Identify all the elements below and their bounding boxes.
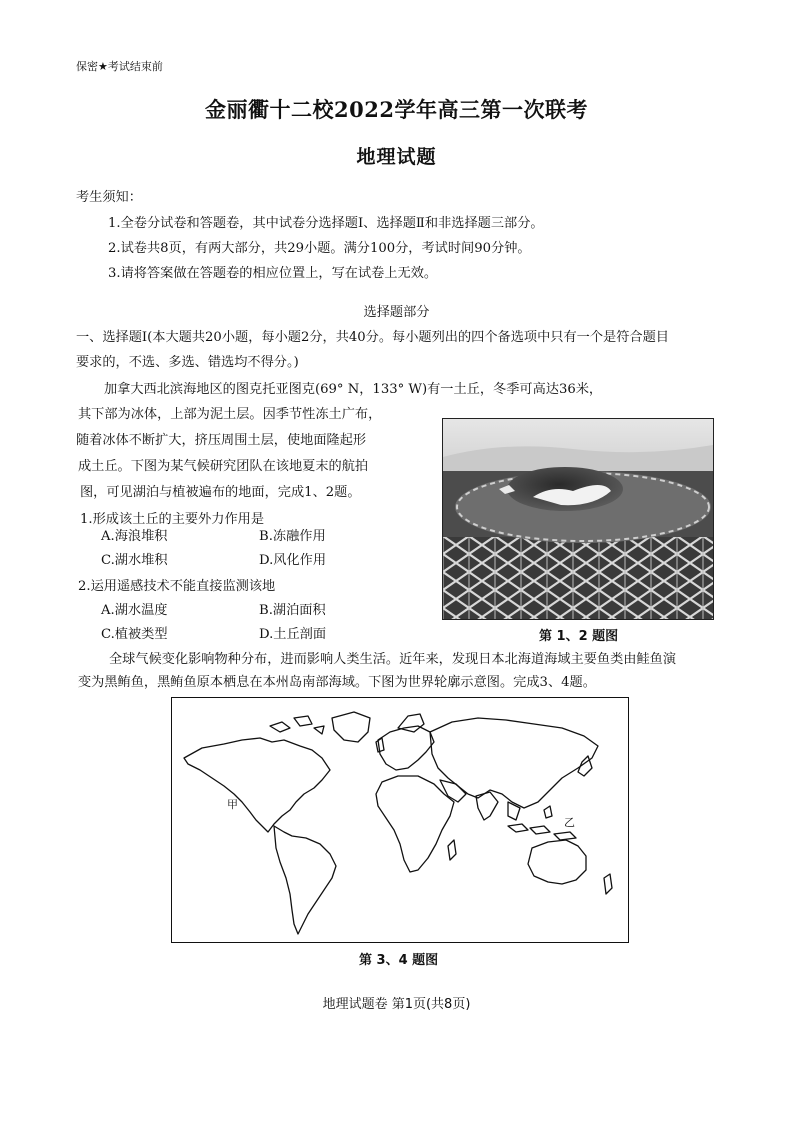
notice-item-3: 3.请将答案做在答题卷的相应位置上，写在试卷上无效。: [108, 266, 438, 281]
notice-heading: 考生须知：: [76, 190, 142, 205]
asia-outline: [430, 718, 598, 808]
india-outline: [476, 792, 498, 820]
page-footer: 地理试题卷 第1页(共8页): [322, 997, 471, 1012]
question-1-option-d: D.风化作用: [259, 553, 327, 568]
notice-item-1: 1.全卷分试卷和答题卷，其中试卷分选择题Ⅰ、选择题Ⅱ和非选择题三部分。: [108, 216, 544, 231]
greenland-outline: [332, 712, 370, 742]
new-zealand-outline: [604, 874, 612, 894]
europe-outline: [378, 726, 434, 770]
passage1-line5: 图，可见湖泊与植被遍布的地面，完成1、2题。: [80, 485, 361, 500]
aerial-photo-graphic: [443, 419, 713, 619]
part1-instruction-line2: 要求的，不选、多选、错选均不得分。): [76, 355, 299, 370]
map-label-jia: 甲: [227, 798, 238, 811]
arabia-outline: [440, 780, 466, 802]
passage1-line1: 加拿大西北滨海地区的图克托亚图克(69° N，133° W)有一土丘，冬季可高达36米，: [104, 382, 603, 397]
south-america-outline: [274, 826, 336, 934]
notice-item-2: 2.试卷共8页，有两大部分，共29小题。满分100分，考试时间90分钟。: [108, 241, 531, 256]
question-1-option-a: A.海浪堆积: [101, 529, 168, 544]
passage1-line4: 成土丘。下图为某气候研究团队在该地夏末的航拍: [78, 459, 369, 474]
question-2-option-b: B.湖泊面积: [259, 603, 326, 618]
north-america-outline: [184, 738, 330, 832]
confidential-note: 保密★考试结束前: [76, 60, 163, 73]
aerial-photo-pingo: [442, 418, 714, 620]
question-2-option-c: C.植被类型: [101, 627, 168, 642]
figure2-caption: 第 3、4 题图: [359, 953, 439, 968]
passage2-line2: 变为黑鲔鱼，黑鲔鱼原本栖息在本州岛南部海域。下图为世界轮廓示意图。完成3、4题。: [78, 675, 596, 690]
exam-title: 金丽衢十二校2022学年高三第一次联考: [205, 97, 588, 122]
scandinavia-outline: [398, 714, 424, 732]
madagascar-outline: [448, 840, 456, 860]
part1-instruction-line1: 一、选择题Ⅰ(本大题共20小题，每小题2分，共40分。每小题列出的四个备选项中只有一个是符合题目: [76, 330, 669, 345]
africa-outline: [376, 776, 454, 872]
question-1-option-b: B.冻融作用: [259, 529, 326, 544]
question-2-stem: 2.运用遥感技术不能直接监测该地: [78, 579, 276, 594]
question-2-option-d: D.土丘剖面: [259, 627, 327, 642]
question-1-stem: 1.形成该土丘的主要外力作用是: [80, 512, 265, 527]
passage1-line2: 其下部为冰体，上部为泥土层。因季节性冻土广布，: [78, 407, 382, 422]
figure1-caption: 第 1、2 题图: [539, 629, 619, 644]
world-map-graphic: [172, 698, 628, 942]
question-2-option-a: A.湖水温度: [101, 603, 168, 618]
passage2-line1: 全球气候变化影响物种分布，进而影响人类生活。近年来，发现日本北海道海域主要鱼类由鲑鱼演: [109, 652, 677, 667]
question-1-option-c: C.湖水堆积: [101, 553, 168, 568]
passage1-line3: 随着冰体不断扩大，挤压周围土层，使地面隆起形: [76, 433, 367, 448]
world-outline-map: [171, 697, 629, 943]
map-label-yi: 乙: [564, 816, 575, 829]
australia-outline: [528, 840, 586, 884]
arctic-islands: [270, 716, 324, 734]
section-title: 选择题部分: [363, 305, 430, 320]
subject-title: 地理试题: [356, 146, 437, 168]
